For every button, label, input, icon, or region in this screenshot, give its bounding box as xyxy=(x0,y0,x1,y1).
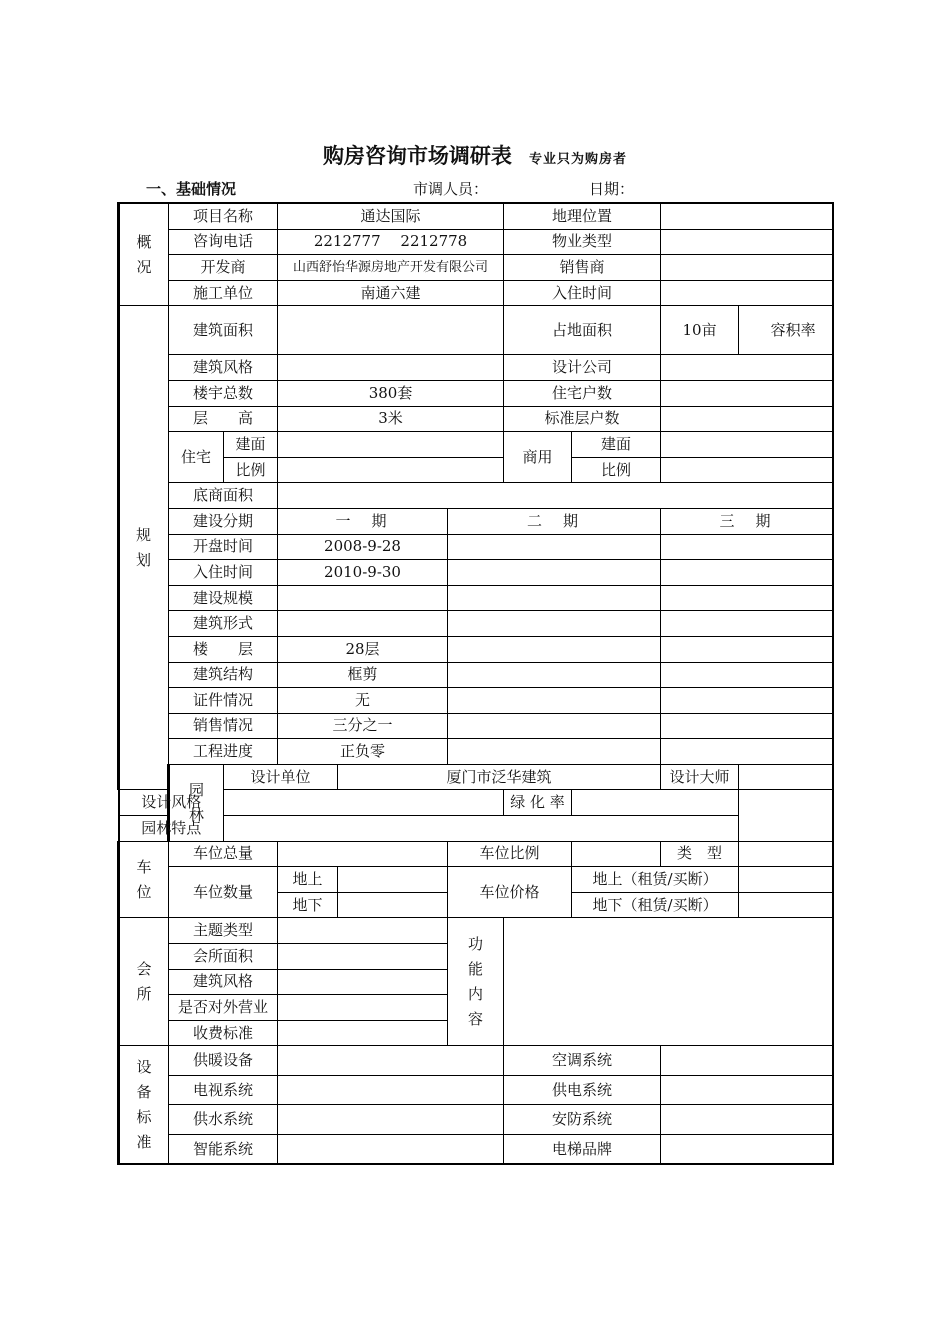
phase-1-value[interactable]: 三分之一 xyxy=(278,713,448,739)
phase-row-label: 证件情况 xyxy=(169,688,278,714)
equipment-row-1 xyxy=(119,1046,833,1076)
parking-above-price-label: 地上（租赁/买断） xyxy=(572,867,739,893)
move-in-value[interactable] xyxy=(661,280,833,306)
phase-2-value[interactable] xyxy=(448,688,661,714)
parking-below-price-value[interactable] xyxy=(739,892,833,918)
parking-below-value[interactable] xyxy=(338,892,448,918)
overview-row-4 xyxy=(119,280,833,306)
garden-features-label: 园林特点 xyxy=(119,816,224,842)
planning-row-residential-2 xyxy=(119,457,833,483)
phase-2-value[interactable] xyxy=(448,636,661,662)
phase-row-label: 销售情况 xyxy=(169,713,278,739)
ac-value[interactable] xyxy=(661,1046,833,1076)
phase-1-header: 一 期 xyxy=(278,508,448,534)
far-label: 容积率 xyxy=(739,306,833,355)
elevator-value[interactable] xyxy=(661,1134,833,1164)
green-rate-value[interactable] xyxy=(572,790,739,816)
water-value[interactable] xyxy=(278,1105,504,1135)
land-area-value[interactable]: 10亩 xyxy=(661,306,739,355)
commercial-label: 商用 xyxy=(504,432,572,483)
residential-ratio-value[interactable] xyxy=(278,457,504,483)
club-area-value[interactable] xyxy=(278,944,448,970)
page-subtitle: 专业只为购房者 xyxy=(529,152,628,167)
move-in-label: 入住时间 xyxy=(504,280,661,306)
location-value[interactable] xyxy=(661,203,833,229)
club-style-value[interactable] xyxy=(278,969,448,995)
floor-height-value[interactable]: 3米 xyxy=(278,406,504,432)
green-rate-label: 绿 化 率 xyxy=(504,790,572,816)
planning-row-phases xyxy=(119,508,833,534)
parking-count-label: 车位数量 xyxy=(169,867,278,918)
researcher-label: 市调人员： xyxy=(413,180,489,198)
section-heading: 一、基础情况 xyxy=(146,180,237,198)
planning-row-form xyxy=(119,611,833,637)
std-floor-value[interactable] xyxy=(661,406,833,432)
podium-value[interactable] xyxy=(278,483,833,509)
security-label: 安防系统 xyxy=(504,1105,661,1135)
residential-ratio-label: 比例 xyxy=(224,457,278,483)
info-row xyxy=(0,178,950,198)
survey-table xyxy=(117,202,834,1165)
parking-row-1 xyxy=(119,841,833,867)
garden-style-label: 设计风格 xyxy=(119,790,224,816)
residential-label: 住宅 xyxy=(169,432,224,483)
parking-below-label: 地下 xyxy=(278,892,338,918)
planning-category: 规划 xyxy=(119,306,169,790)
parking-total-label: 车位总量 xyxy=(169,841,278,867)
garden-style-value[interactable] xyxy=(224,790,504,816)
developer-label: 开发商 xyxy=(169,255,278,281)
planning-row-permits xyxy=(119,688,833,714)
planning-row-units xyxy=(119,380,833,406)
smart-value[interactable] xyxy=(278,1134,504,1164)
commercial-ratio-label: 比例 xyxy=(572,457,661,483)
phase-3-header: 三 期 xyxy=(661,508,833,534)
planning-row-height xyxy=(119,406,833,432)
building-style-label: 建筑风格 xyxy=(169,355,278,381)
commercial-area-value[interactable] xyxy=(661,432,833,458)
elevator-label: 电梯品牌 xyxy=(504,1134,661,1164)
design-company-label: 设计公司 xyxy=(504,355,661,381)
club-style-label: 建筑风格 xyxy=(169,969,278,995)
design-master-value[interactable] xyxy=(739,764,833,790)
std-floor-label: 标准层户数 xyxy=(504,406,661,432)
club-fee-value[interactable] xyxy=(278,1020,448,1046)
club-function-label: 功能内容 xyxy=(448,918,504,1046)
residential-area-value[interactable] xyxy=(278,432,504,458)
planning-row-sales xyxy=(119,713,833,739)
garden-features-value[interactable] xyxy=(224,816,739,842)
parking-type-label: 类 型 xyxy=(661,841,739,867)
parking-price-label: 车位价格 xyxy=(448,867,572,918)
water-label: 供水系统 xyxy=(169,1105,278,1135)
equipment-row-2 xyxy=(119,1075,833,1105)
phase-1-value[interactable] xyxy=(278,585,448,611)
residential-area-label: 建面 xyxy=(224,432,278,458)
design-unit-value[interactable]: 厦门市泛华建筑 xyxy=(338,764,661,790)
parking-ratio-value[interactable] xyxy=(572,841,661,867)
phase-2-value[interactable] xyxy=(448,611,661,637)
property-type-value[interactable] xyxy=(661,229,833,255)
heating-label: 供暖设备 xyxy=(169,1046,278,1076)
building-area-label: 建筑面积 xyxy=(169,306,278,355)
planning-row-structure xyxy=(119,662,833,688)
phase-2-value[interactable] xyxy=(448,662,661,688)
project-name-value[interactable]: 通达国际 xyxy=(278,203,504,229)
property-type-label: 物业类型 xyxy=(504,229,661,255)
households-label: 住宅户数 xyxy=(504,380,661,406)
planning-row-area xyxy=(119,306,833,355)
page-title: 购房咨询市场调研表 xyxy=(322,144,512,168)
parking-above-price-value[interactable] xyxy=(739,867,833,893)
equipment-row-4 xyxy=(119,1134,833,1164)
parking-total-value[interactable] xyxy=(278,841,448,867)
heating-value[interactable] xyxy=(278,1046,504,1076)
garden-row-1 xyxy=(119,764,833,790)
club-theme-label: 主题类型 xyxy=(169,918,278,944)
parking-above-label: 地上 xyxy=(278,867,338,893)
phase-1-value[interactable] xyxy=(278,611,448,637)
phase-row-label: 建设规模 xyxy=(169,585,278,611)
households-value[interactable] xyxy=(661,380,833,406)
building-style-value[interactable] xyxy=(278,355,504,381)
equipment-row-3 xyxy=(119,1105,833,1135)
phase-3-value[interactable] xyxy=(661,688,833,714)
phase-3-value[interactable] xyxy=(661,534,833,560)
ac-label: 空调系统 xyxy=(504,1046,661,1076)
phase-row-label: 楼 层 xyxy=(169,636,278,662)
phase-2-value[interactable] xyxy=(448,585,661,611)
commercial-ratio-value[interactable] xyxy=(661,457,833,483)
phase-3-value[interactable] xyxy=(661,560,833,586)
phase-row-label: 建筑形式 xyxy=(169,611,278,637)
overview-category: 概况 xyxy=(119,203,169,306)
garden-category: 园林 xyxy=(169,764,224,841)
builder-label: 施工单位 xyxy=(169,280,278,306)
design-unit-label: 设计单位 xyxy=(224,764,338,790)
floor-height-label: 层 高 xyxy=(169,406,278,432)
podium-label: 底商面积 xyxy=(169,483,278,509)
developer-value[interactable]: 山西舒怡华源房地产开发有限公司 xyxy=(278,255,504,281)
phase-1-value[interactable]: 2010-9-30 xyxy=(278,560,448,586)
parking-type-value[interactable] xyxy=(739,841,833,867)
phase-3-value[interactable] xyxy=(661,662,833,688)
planning-row-floors xyxy=(119,636,833,662)
power-value[interactable] xyxy=(661,1075,833,1105)
overview-row-3 xyxy=(119,255,833,281)
total-units-label: 楼宇总数 xyxy=(169,380,278,406)
planning-row-progress xyxy=(119,739,833,765)
club-open-value[interactable] xyxy=(278,995,448,1021)
parking-above-value[interactable] xyxy=(338,867,448,893)
seller-label: 销售商 xyxy=(504,255,661,281)
overview-row-1 xyxy=(119,203,833,229)
land-area-label: 占地面积 xyxy=(504,306,661,355)
total-units-value[interactable]: 380套 xyxy=(278,380,504,406)
design-company-value[interactable] xyxy=(661,355,833,381)
date-label: 日期： xyxy=(589,180,635,198)
planning-row-open-date xyxy=(119,534,833,560)
power-label: 供电系统 xyxy=(504,1075,661,1105)
phase-1-value[interactable]: 无 xyxy=(278,688,448,714)
phase-1-value[interactable]: 28层 xyxy=(278,636,448,662)
parking-category: 车位 xyxy=(119,841,169,918)
garden-row-2 xyxy=(119,790,833,816)
phase-3-value[interactable] xyxy=(661,585,833,611)
club-area-label: 会所面积 xyxy=(169,944,278,970)
phase-row-label: 入住时间 xyxy=(169,560,278,586)
tv-value[interactable] xyxy=(278,1075,504,1105)
phase-1-value[interactable]: 2008-9-28 xyxy=(278,534,448,560)
club-open-label: 是否对外营业 xyxy=(169,995,278,1021)
phase-3-value[interactable] xyxy=(661,739,833,765)
phase-2-header: 二 期 xyxy=(448,508,661,534)
location-label: 地理位置 xyxy=(504,203,661,229)
phases-label: 建设分期 xyxy=(169,508,278,534)
phase-row-label: 开盘时间 xyxy=(169,534,278,560)
design-master-label: 设计大师 xyxy=(661,764,739,790)
title-row xyxy=(0,140,950,170)
parking-ratio-label: 车位比例 xyxy=(448,841,572,867)
builder-value[interactable]: 南通六建 xyxy=(278,280,504,306)
phone-label: 咨询电话 xyxy=(169,229,278,255)
phase-2-value[interactable] xyxy=(448,713,661,739)
planning-row-move-in xyxy=(119,560,833,586)
club-category: 会所 xyxy=(119,918,169,1046)
garden-row-3 xyxy=(119,816,833,842)
phase-3-value[interactable] xyxy=(661,611,833,637)
planning-row-residential-1 xyxy=(119,432,833,458)
smart-label: 智能系统 xyxy=(169,1134,278,1164)
club-function-value[interactable] xyxy=(504,918,833,1046)
club-row-1 xyxy=(119,918,833,944)
building-area-value[interactable] xyxy=(278,306,504,355)
phase-2-value[interactable] xyxy=(448,534,661,560)
club-theme-value[interactable] xyxy=(278,918,448,944)
phase-row-label: 工程进度 xyxy=(169,739,278,765)
commercial-area-label: 建面 xyxy=(572,432,661,458)
phone-value[interactable]: 2212777 2212778 xyxy=(278,229,504,255)
planning-row-podium xyxy=(119,483,833,509)
phase-1-value[interactable]: 框剪 xyxy=(278,662,448,688)
club-fee-label: 收费标准 xyxy=(169,1020,278,1046)
phase-1-value[interactable]: 正负零 xyxy=(278,739,448,765)
tv-label: 电视系统 xyxy=(169,1075,278,1105)
planning-row-scale xyxy=(119,585,833,611)
phase-3-value[interactable] xyxy=(661,636,833,662)
overview-row-2 xyxy=(119,229,833,255)
phase-row-label: 建筑结构 xyxy=(169,662,278,688)
phase-2-value[interactable] xyxy=(448,560,661,586)
planning-row-style xyxy=(119,355,833,381)
project-name-label: 项目名称 xyxy=(169,203,278,229)
equipment-category: 设备标准 xyxy=(119,1046,169,1165)
phase-2-value[interactable] xyxy=(448,739,661,765)
seller-value[interactable] xyxy=(661,255,833,281)
parking-below-price-label: 地下（租赁/买断） xyxy=(572,892,739,918)
security-value[interactable] xyxy=(661,1105,833,1135)
phase-3-value[interactable] xyxy=(661,713,833,739)
parking-row-2 xyxy=(119,867,833,893)
